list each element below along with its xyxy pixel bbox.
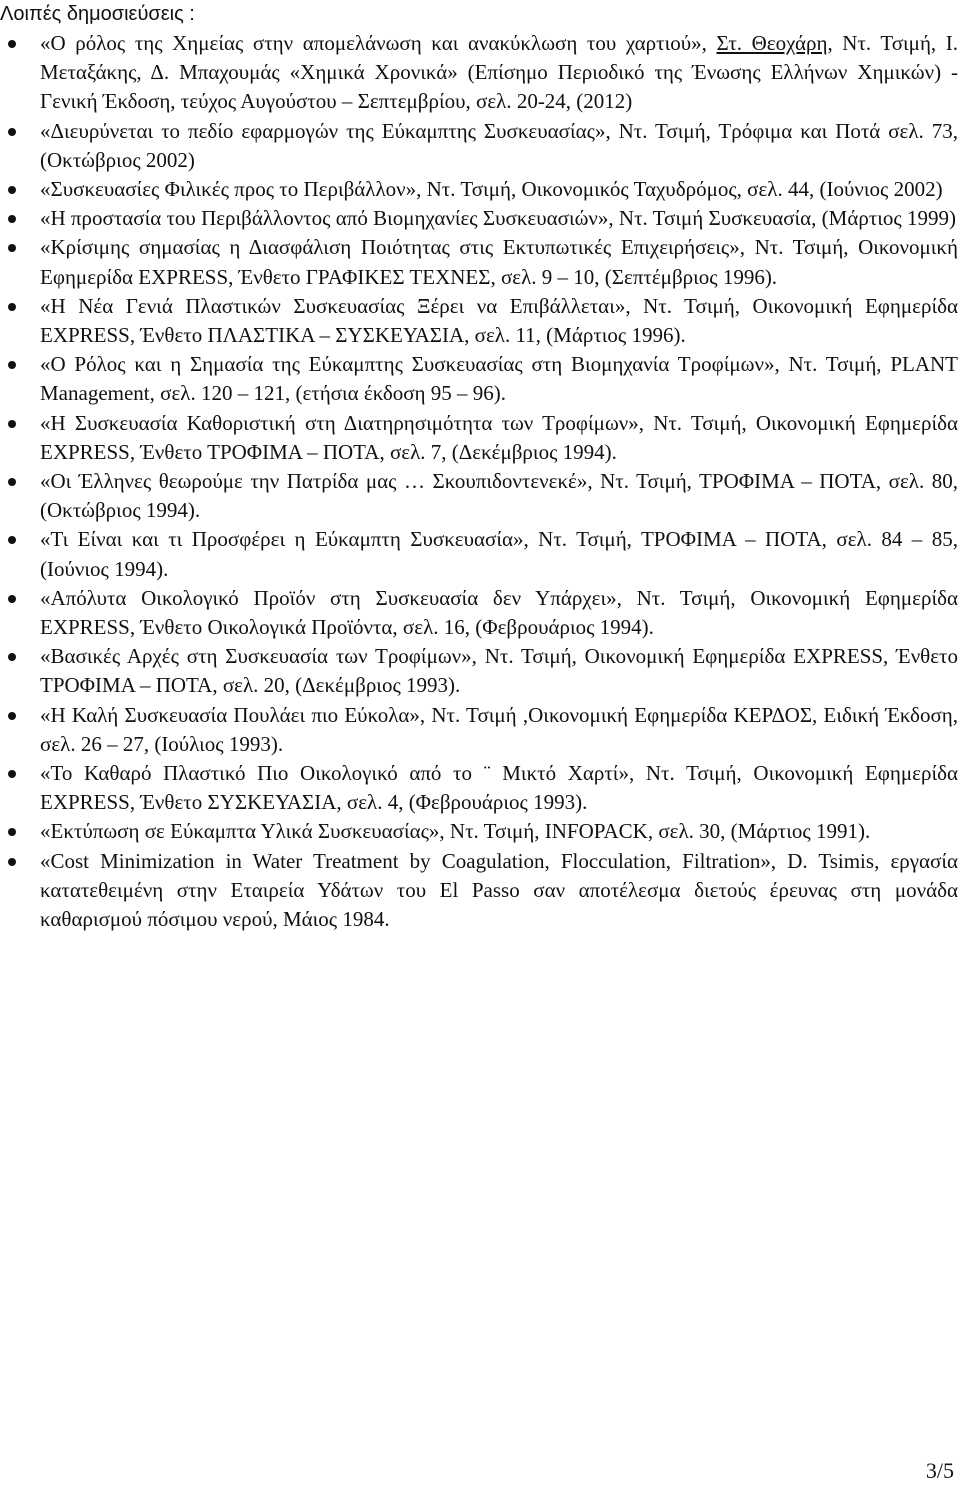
section-heading: Λοιπές δημοσιεύσεις : xyxy=(0,3,195,25)
publication-item: «Διευρύνεται το πεδίο εφαρμογών της Εύκαμπτης Συσκευασίας», Ντ. Τσιμή, Τρόφιμα και Ποτά σελ. 73, (Οκτώβριος 2002) xyxy=(0,117,960,175)
page-number: 3/5 xyxy=(925,1458,954,1483)
publication-item: «Η Καλή Συσκευασία Πουλάει πιο Εύκολα», Ντ. Τσιμή ,Οικονομική Εφημερίδα ΚΕΡΔΟΣ, Ειδική Έκδοση, σελ. 26 – 27, (Ιούλιος 1993). xyxy=(0,701,960,759)
publication-item: «Το Καθαρό Πλαστικό Πιο Οικολογικό από το ¨ Μικτό Χαρτί», Ντ. Τσιμή, Οικονομική Εφημερίδα EXPRESS, Ένθετο ΣΥΣΚΕΥΑΣΙΑ, σελ. 4, (Φεβρουάριος 1993). xyxy=(0,759,960,817)
publication-item: «Η προστασία του Περιβάλλοντος από Βιομηχανίες Συσκευασιών», Ντ. Τσιμή Συσκευασία, (Μάρτιος 1999) xyxy=(0,204,960,233)
publication-item: «Ο Ρόλος και η Σημασία της Εύκαμπτης Συσκευασίας στη Βιομηχανία Τροφίμων», Ντ. Τσιμή, PLANT Management, σελ. 120 – 121, (ετήσια έκδοση 95 – 96). xyxy=(0,350,960,408)
publication-item: «Βασικές Αρχές στη Συσκευασία των Τροφίμων», Ντ. Τσιμή, Οικονομική Εφημερίδα EXPRESS, Ένθετο ΤΡΟΦΙΜΑ – ΠΟΤΑ, σελ. 20, (Δεκέμβριος 1993). xyxy=(0,642,960,700)
publication-item: «Οι Έλληνες θεωρούμε την Πατρίδα μας … Σκουπιδοντενεκέ», Ντ. Τσιμή, ΤΡΟΦΙΜΑ – ΠΟΤΑ, σελ. 80, (Οκτώβριος 1994). xyxy=(0,467,960,525)
publication-title: «Ο ρόλος της Χημείας στην απομελάνωση και ανακύκλωση του χαρτιού», xyxy=(40,31,707,55)
publication-details: , Ντ. Τσιμή, Ι. Μεταξάκης, Δ. Μπαχουμάς «Χημικά Χρονικά» (Επίσημο Περιοδικό της Ένωσης Ελλήνων Χημικών) - Γενική Έκδοση, τεύχος Αυγούστου – Σεπτεμβρίου, σελ. 20-24, (2012) xyxy=(40,31,959,114)
publication-item: «Κρίσιμης σημασίας η Διασφάλιση Ποιότητας στις Εκτυπωτικές Επιχειρήσεις», Ντ. Τσιμή, Οικονομική Εφημερίδα EXPRESS, Ένθετο ΓΡΑΦΙΚΕΣ ΤΕΧΝΕΣ, σελ. 9 – 10, (Σεπτέμβριος 1996). xyxy=(0,233,960,291)
publication-list xyxy=(0,29,960,934)
publication-item: «Η Νέα Γενιά Πλαστικών Συσκευασίας Ξέρει να Επιβάλλεται», Ντ. Τσιμή, Οικονομική Εφημερίδα EXPRESS, Ένθετο ΠΛΑΣΤΙΚΑ – ΣΥΣΚΕΥΑΣΙΑ, σελ. 11, (Μάρτιος 1996). xyxy=(0,292,960,350)
publication-item: «Εκτύπωση σε Εύκαμπτα Υλικά Συσκευασίας», Ντ. Τσιμή, INFOPACK, σελ. 30, (Μάρτιος 1991). xyxy=(0,817,960,846)
publication-item: «Η Συσκευασία Καθοριστική στη Διατηρησιμότητα των Τροφίμων», Ντ. Τσιμή, Οικονομική Εφημερίδα EXPRESS, Ένθετο ΤΡΟΦΙΜΑ – ΠΟΤΑ, σελ. 7, (Δεκέμβριος 1994). xyxy=(0,409,960,467)
publication-item: «Cost Minimization in Water Treatment by Coagulation, Flocculation, Filtration», D. Tsimis, εργασία κατατεθειμένη στην Εταιρεία Υδάτων του El Passo σαν αποτέλεσμα διετούς έρευνας στη μονάδα καθαρισμού πόσιμου νερού, Μάιος 1984. xyxy=(0,847,960,935)
publication-item: «Τι Είναι και τι Προσφέρει η Εύκαμπτη Συσκευασία», Ντ. Τσιμή, ΤΡΟΦΙΜΑ – ΠΟΤΑ, σελ. 84 – 85, (Ιούνιος 1994). xyxy=(0,525,960,583)
publication-item xyxy=(0,29,960,117)
publication-item: «Απόλυτα Οικολογικό Προϊόν στη Συσκευασία δεν Υπάρχει», Ντ. Τσιμή, Οικονομική Εφημερίδα EXPRESS, Ένθετο Οικολογικά Προϊόντα, σελ. 16, (Φεβρουάριος 1994). xyxy=(0,584,960,642)
publication-item: «Συσκευασίες Φιλικές προς το Περιβάλλον», Ντ. Τσιμή, Οικονομικός Ταχυδρόμος, σελ. 44, (Ιούνιος 2002) xyxy=(0,175,960,204)
publication-author-underlined: Στ. Θεοχάρη xyxy=(716,31,828,55)
